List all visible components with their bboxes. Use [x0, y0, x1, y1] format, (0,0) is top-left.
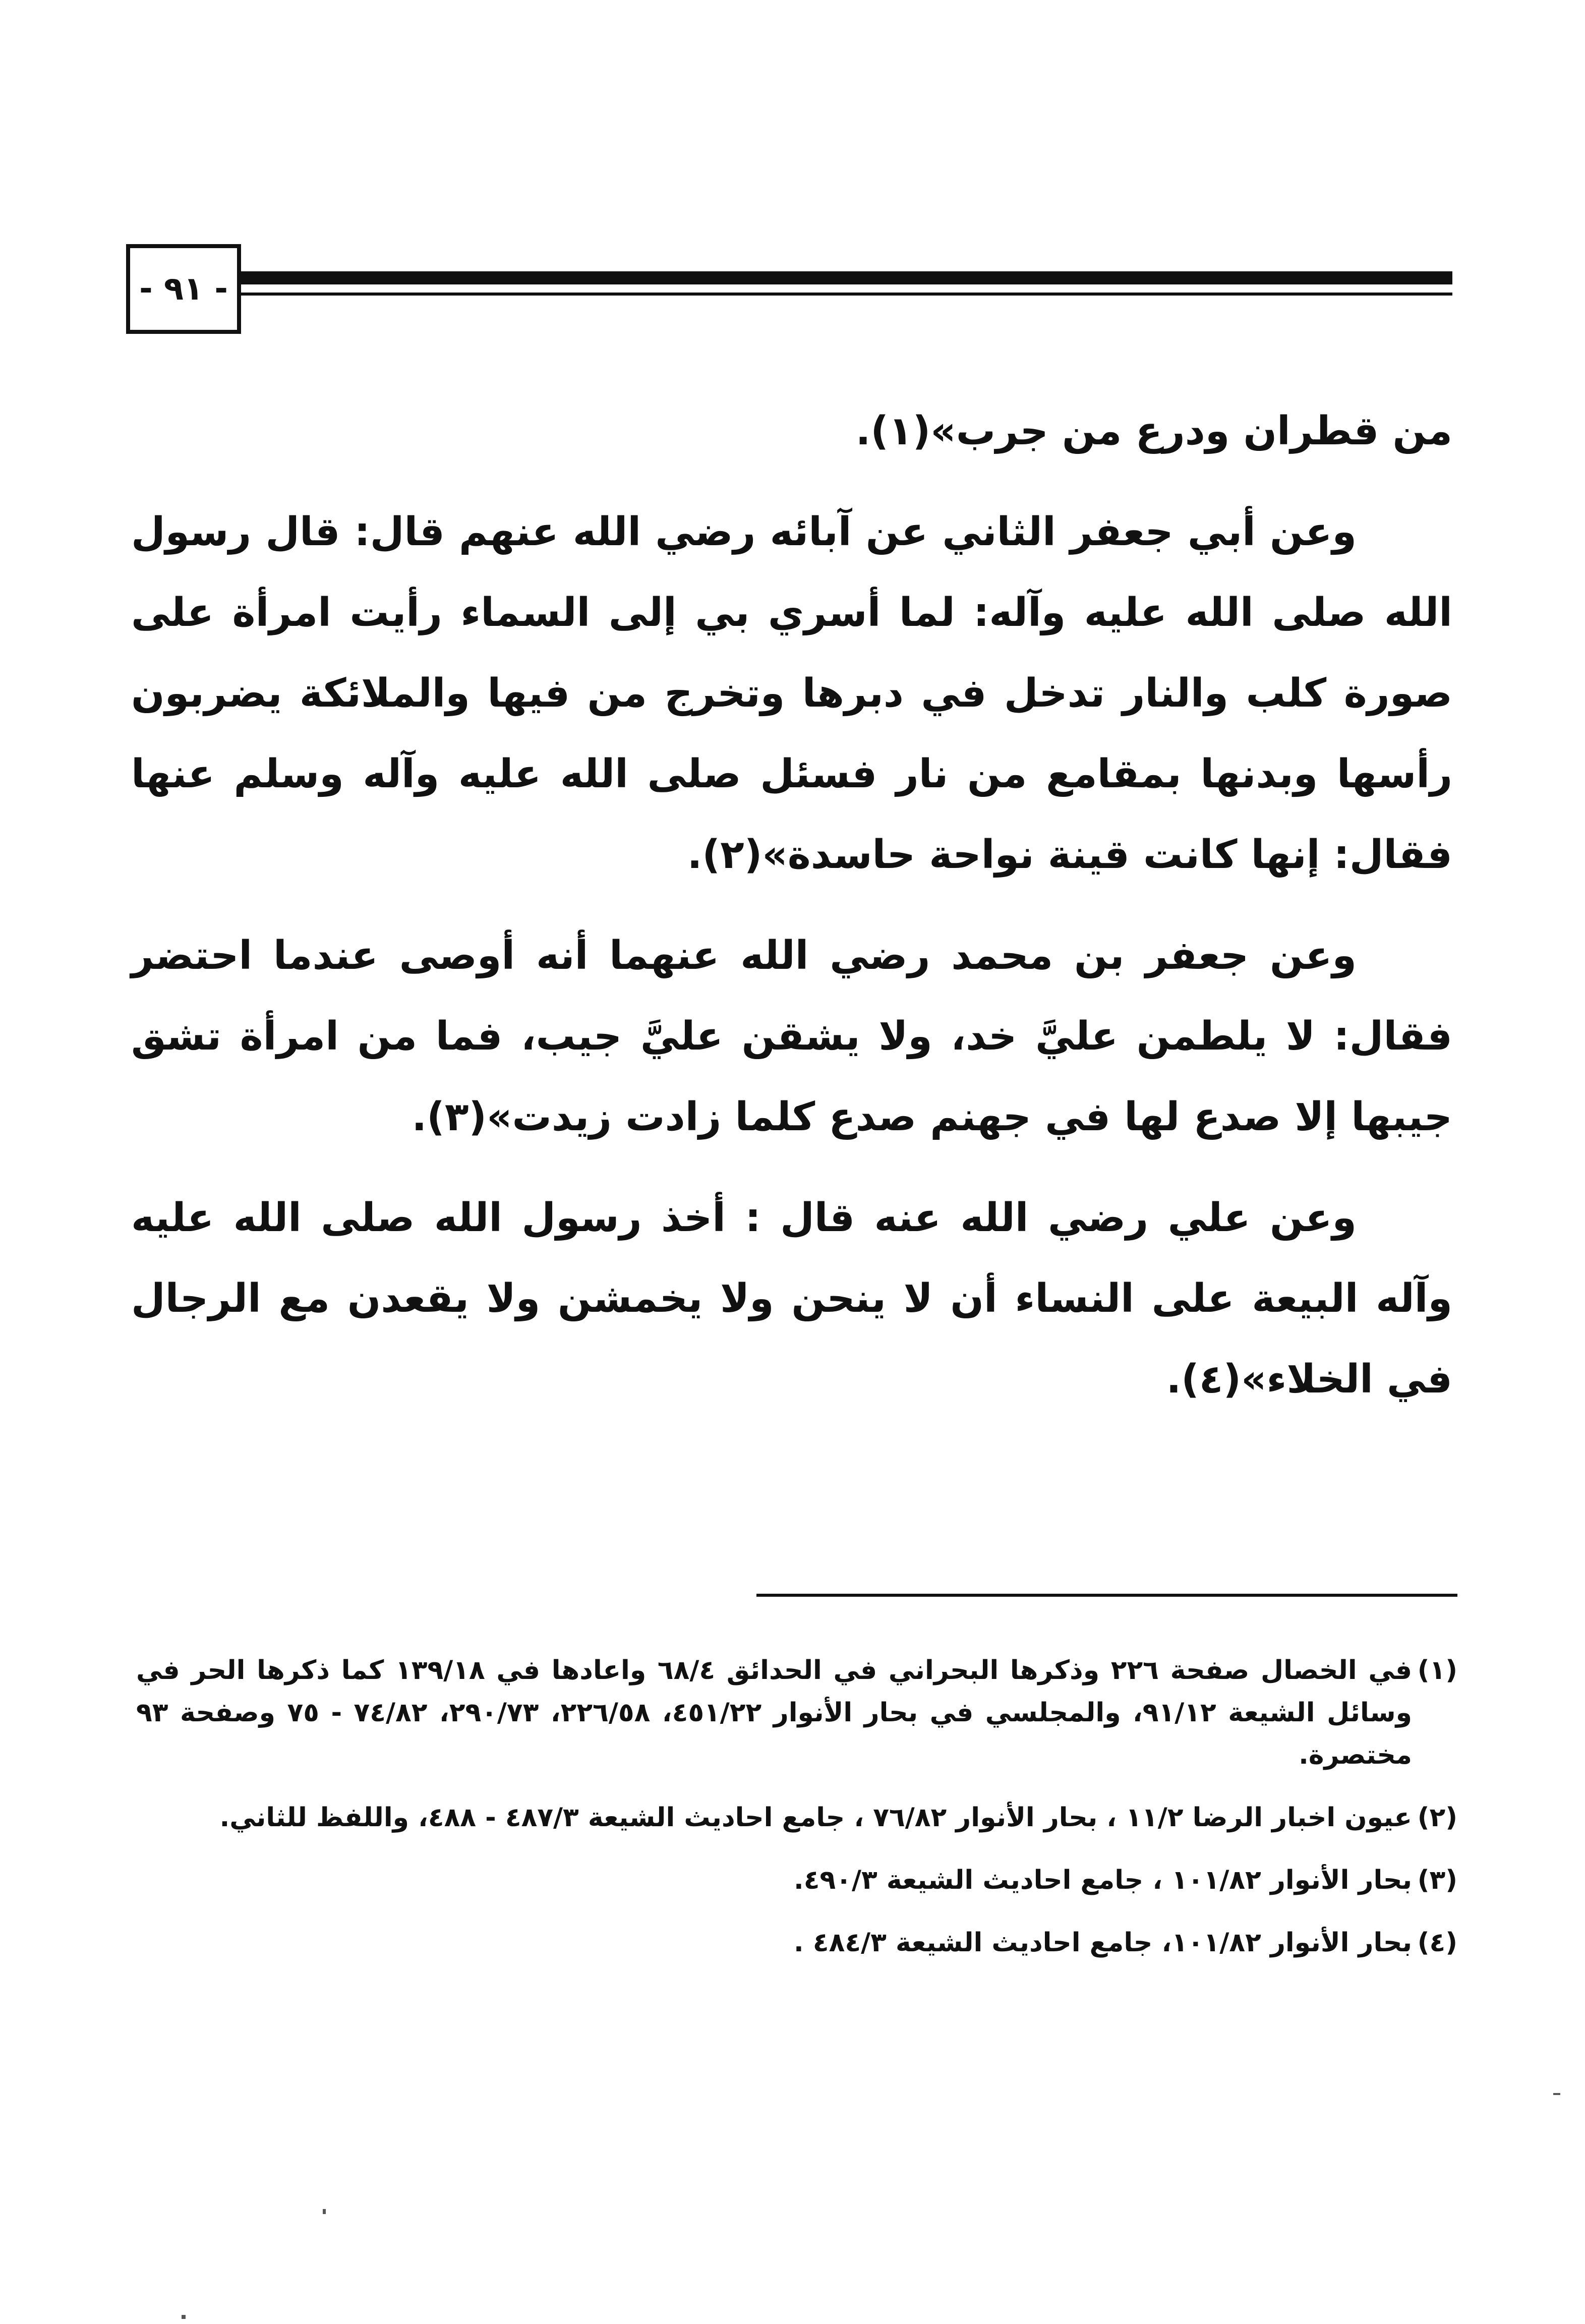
paragraph: من قطران ودرع من جرب»(١). [855, 409, 1452, 454]
footnote-number: (٤) [1417, 1928, 1457, 1958]
footnote-text: في الخصال صفحة ٢٢٦ وذكرها البحراني في الحدائق ٦٨/٤ واعادها في ١٣٩/١٨ كما ذكرها الحر في وسائل الشيعة ٩١/١٢، والمجلسي في بحار الأنوار ٤٥١/٢٢، ٢٢٦/٥٨، ٢٩٠/٧٣، ٧٤/٨٢ - ٧٥ وصفحة ٩٣ مختصرة. [136, 1655, 1413, 1770]
scan-speck [182, 2315, 186, 2319]
main-text [131, 391, 1452, 1440]
page-number: - ٩١ - [126, 244, 241, 334]
footnote-separator [756, 1594, 1457, 1597]
paragraph: وعن أبي جعفر الثاني عن آبائه رضي الله عنهم قال: قال رسول الله صلى الله عليه وآله: لما أسري بي إلى السماء رأيت امرأة على صورة كلب والنار تدخل في دبرها وتخرج من فيها والملائكة يضربون رأسها وبدنها بمقامع من نار فسئل صلى الله عليه وآله وسلم عنها فقال: إنها كانت قينة نواحة حاسدة»(٢). [131, 509, 1452, 878]
footnote-text: بحار الأنوار ١٠١/٨٢، جامع احاديث الشيعة ٤٨٤/٣ . [794, 1928, 1412, 1958]
footnote-number: (٢) [1417, 1803, 1457, 1833]
header-rule-thin [237, 293, 1452, 296]
footnote [136, 1922, 1457, 1964]
paragraph: وعن علي رضي الله عنه قال : أخذ رسول الله صلى الله عليه وآله البيعة على النساء أن لا ينحن ولا يخمشن ولا يقعدن مع الرجال في الخلاء»(٤). [131, 1195, 1452, 1402]
footnote-number: (١) [1417, 1655, 1457, 1686]
footnote [136, 1796, 1457, 1839]
paragraph: وعن جعفر بن محمد رضي الله عنهما أنه أوصى عندما احتضر فقال: لا يلطمن عليَّ خد، ولا يشقن عليَّ جيب، فما من امرأة تشق جيبها إلا صدع لها في جهنم صدع كلما زادت زيدت»(٣). [131, 933, 1452, 1140]
footnote [136, 1859, 1457, 1901]
footnote [136, 1649, 1457, 1776]
footnote-number: (٣) [1417, 1865, 1457, 1895]
scan-speck [323, 2209, 326, 2214]
footnote-text: بحار الأنوار ١٠١/٨٢ ، جامع احاديث الشيعة ٤٩٠/٣. [794, 1865, 1412, 1895]
header-rule [237, 271, 1452, 284]
scan-speck [1553, 2093, 1560, 2095]
footnotes [136, 1649, 1457, 1984]
footnote-text: عيون اخبار الرضا ١١/٢ ، بحار الأنوار ٧٦/٨٢ ، جامع احاديث الشيعة ٤٨٧/٣ - ٤٨٨، واللفظ للثاني. [219, 1803, 1412, 1833]
